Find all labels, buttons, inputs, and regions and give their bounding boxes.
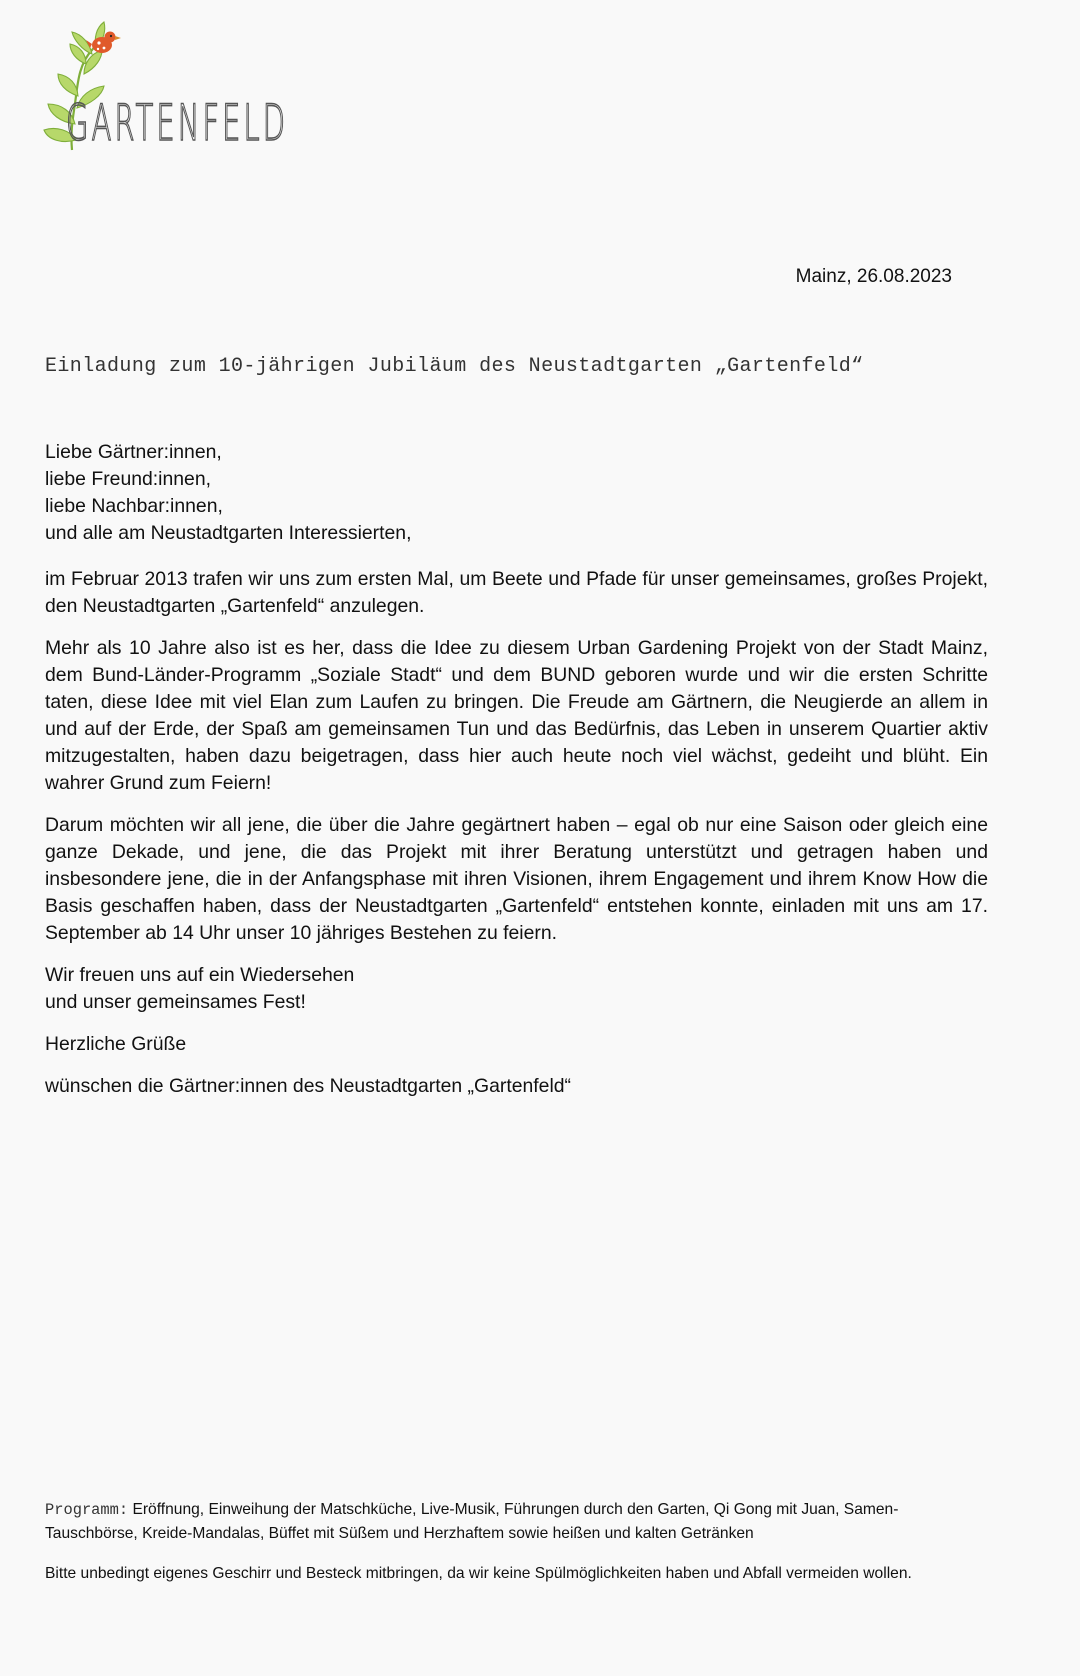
salutation-line: und alle am Neustadtgarten Interessierten, [45,522,412,544]
salutation-line: Liebe Gärtner:innen, [45,441,222,463]
letter-date: Mainz, 26.08.2023 [795,266,952,287]
closing-greeting: Herzliche Grüße [45,1033,187,1055]
logo-wordmark: GARTENFELD [66,94,288,152]
salutation-line: liebe Freund:innen, [45,468,212,490]
program-label: Programm: [45,1501,129,1519]
closing-message [45,962,988,1016]
body-paragraph: Darum möchten wir all jene, die über die Jahre gegärtnert haben – egal ob nur eine Saison oder gleich eine ganze Dekade, und jene, die das Projekt mit ihrer Beratung unterstützt und getragen haben und insbesondere jene, die in der Anfangsphase mit ihren Visionen, ihrem Engagement und ihrem Know How die Basis geschaffen haben, dass der Neustadtgarten „Gartenfeld“ entstehen konnte, einladen mit uns am 17. September ab 14 Uhr unser 10 jähriges Bestehen zu feiern. [45,814,988,944]
logo-graphic [40,18,300,158]
closing-line: Wir freuen uns auf ein Wiedersehen [45,964,355,986]
body-paragraph: im Februar 2013 trafen wir uns zum ersten Mal, um Beete und Pfade für unser gemeinsames, großes Projekt, den Neustadtgarten „Gartenfeld“ anzulegen. [45,568,988,617]
body-paragraph: Mehr als 10 Jahre also ist es her, dass die Idee zu diesem Urban Gardening Projekt von der Stadt Mainz, dem Bund-Länder-Programm „Soziale Stadt“ und dem BUND geboren wurde und wir die ersten Schritte taten, diese Idee mit viel Elan zum Laufen zu bringen. Die Freude am Gärtnern, die Neugierde an allem in und auf der Erde, der Spaß am gemeinsamen Tun und das Bedürfnis, das Leben in unserem Quartier aktiv mitzugestalten, haben dazu beigetragen, dass hier auch heute noch viel wächst, gedeiht und blüht. Ein wahrer Grund zum Feiern! [45,637,988,794]
gartenfeld-logo [40,18,300,158]
dishes-note: Bitte unbedingt eigenes Geschirr und Besteck mitbringen, da wir keine Spülmöglichkeiten haben und Abfall vermeiden wollen. [45,1565,912,1582]
program-info [45,1498,988,1546]
letter-body [45,439,988,1115]
closing [45,962,988,1100]
closing-line: und unser gemeinsames Fest! [45,991,306,1013]
salutation-line: liebe Nachbar:innen, [45,495,223,517]
letter-subject: Einladung zum 10-jährigen Jubiläum des Neustadtgarten „Gartenfeld“ [45,355,864,378]
closing-signature: wünschen die Gärtner:innen des Neustadtgarten „Gartenfeld“ [45,1075,572,1097]
footer [45,1498,988,1602]
program-text: Eröffnung, Einweihung der Matschküche, Live-Musik, Führungen durch den Garten, Qi Gong mit Juan, Samen-Tauschbörse, Kreide-Mandalas, Büffet mit Süßem und Herzhaftem sowie heißen und kalten Getränken [45,1501,899,1542]
salutation [45,439,988,547]
